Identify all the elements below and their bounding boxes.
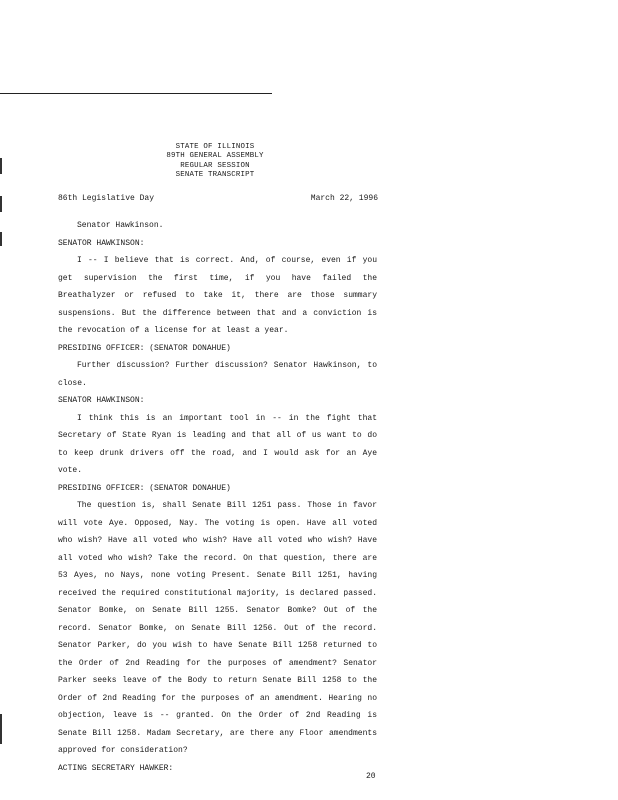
document-header: [140, 143, 290, 180]
transcript-paragraph: I think this is an important tool in -- in the fight that Secretary of State Ryan is leading and that all of us want to do to keep drunk drivers off the road, and I would ask for an Aye vote.: [58, 413, 377, 475]
header-transcript: SENATE TRANSCRIPT: [175, 170, 255, 179]
transcript-body: [58, 217, 377, 777]
margin-mark: [0, 196, 2, 212]
page-number: 20: [366, 772, 376, 781]
speaker-label: PRESIDING OFFICER: (SENATOR DONAHUE): [58, 343, 231, 353]
speaker-label: ACTING SECRETARY HAWKER:: [58, 763, 174, 773]
legislative-day: 86th Legislative Day: [58, 194, 155, 203]
transcript-date: March 22, 1996: [310, 194, 378, 203]
speaker-label: PRESIDING OFFICER: (SENATOR DONAHUE): [58, 483, 231, 493]
transcript-paragraph: I -- I believe that is correct. And, of course, even if you get supervision the first time, if you have failed the Breathalyzer or refused to take it, there are those summary suspensions. But the difference between that and a conviction is the revocation of a license for at least a year.: [58, 256, 377, 335]
speaker-label: SENATOR HAWKINSON:: [58, 396, 145, 405]
header-session: REGULAR SESSION: [180, 161, 250, 170]
top-rule: [0, 93, 272, 94]
margin-mark: [0, 158, 2, 174]
margin-mark: [0, 232, 2, 246]
transcript-paragraph: The question is, shall Senate Bill 1251 pass. Those in favor will vote Aye. Opposed, Nay. The voting is open. Have all voted who wish? Have all voted who wish? Have all voted who wish? Have all voted who wish? Take the record. On that question, there are 53 Ayes, no Nays, none voting Present. Senate Bill 1251, having received the required constitutional majority, is declared passed. Senator Bomke, on Senate Bill 1255. Senator Bomke? Out of the record. Senator Bomke, on Senate Bill 1256. Out of the record. Senator Parker, do you wish to have Senate Bill 1258 returned to the Order of 2nd Reading for the purposes of amendment? Senator Parker seeks leave of the Body to return Senate Bill 1258 to the Order of 2nd Reading for the purposes of an amendment. Hearing no objection, leave is -- granted. On the Order of 2nd Reading is Senate Bill 1258. Madam Secretary, are there any Floor amendments approved for consideration?: [58, 501, 377, 755]
margin-mark: [0, 714, 2, 744]
header-state: STATE OF ILLINOIS: [175, 143, 255, 151]
transcript-paragraph: Senator Hawkinson.: [77, 221, 164, 230]
header-assembly: 89TH GENERAL ASSEMBLY: [166, 152, 264, 161]
transcript-paragraph: Further discussion? Further discussion? Senator Hawkinson, to close.: [58, 361, 377, 388]
speaker-label: SENATOR HAWKINSON:: [58, 238, 145, 248]
